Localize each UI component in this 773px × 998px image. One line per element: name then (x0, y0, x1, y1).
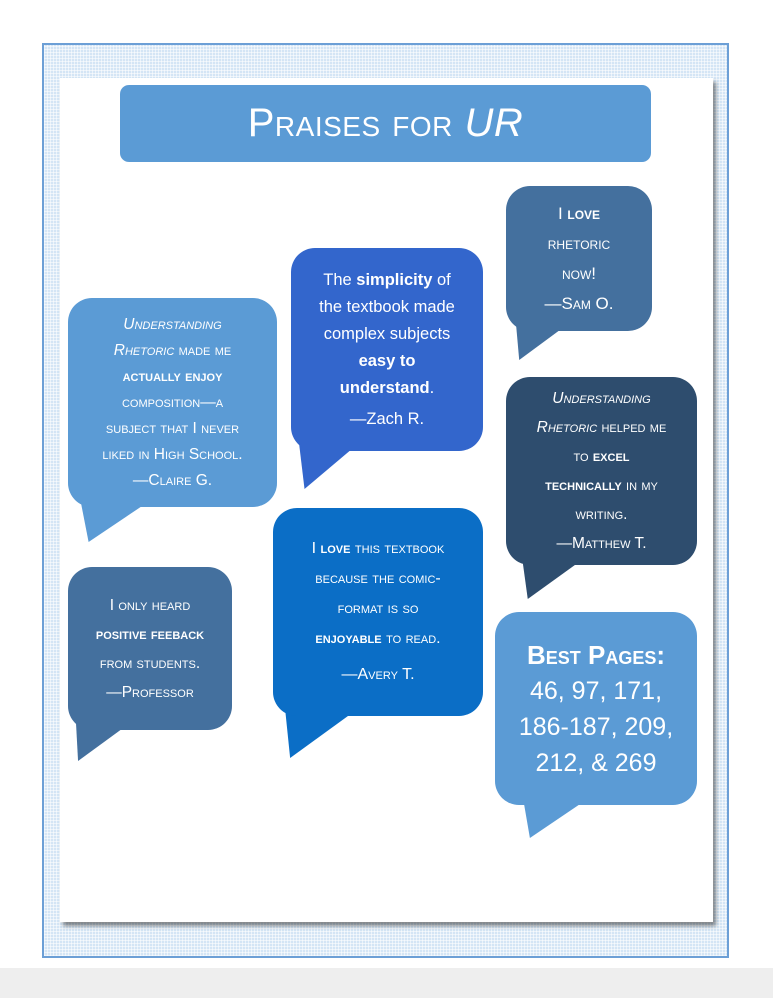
best-pages-heading: Best Pages: (526, 639, 666, 670)
quote-line: easy to (358, 351, 416, 370)
quote-body (506, 377, 697, 565)
quote-line: complex subjects (323, 324, 451, 343)
quote-body (68, 298, 277, 507)
quote-line: now! (561, 263, 597, 283)
quote-bubble-claire (68, 298, 277, 507)
quote-author: —Professor (106, 683, 194, 701)
quote-line: technically in my (545, 477, 658, 494)
quote-body (506, 186, 652, 331)
quote-line: I only heard (109, 596, 191, 614)
quote-line: from students. (99, 654, 201, 672)
quote-bubble-avery (273, 508, 483, 716)
quote-bubble-professor (68, 567, 232, 730)
quote-author: —Zach R. (349, 409, 425, 428)
quote-body (68, 567, 232, 730)
quote-author: —Claire G. (132, 471, 213, 489)
quote-author: —Matthew T. (556, 535, 647, 552)
quote-body (273, 508, 483, 716)
title-banner (120, 85, 651, 162)
best-pages-line: 46, 97, 171, (529, 676, 663, 705)
quote-line: rhetoric (547, 233, 611, 253)
quote-bubble-sam (506, 186, 652, 331)
quote-line: Rhetoric made me (113, 341, 232, 359)
quote-body (291, 248, 483, 451)
quote-line: writing. (575, 506, 628, 523)
quote-bubble-matthew (506, 377, 697, 565)
quote-line: subject that I never (105, 419, 240, 437)
best-pages-line: 186-187, 209, (518, 712, 674, 741)
quote-line: because the comic- (315, 570, 441, 587)
quote-line: I love (557, 203, 601, 223)
quote-bubble-zach (291, 248, 483, 451)
quote-line: composition—a (121, 393, 224, 411)
title-main: Praises for (247, 101, 465, 145)
quote-author: —Avery T. (341, 666, 415, 683)
quote-line: actually enjoy (122, 367, 223, 385)
quote-line: format is so (337, 600, 419, 617)
quote-line: liked in High School. (102, 445, 243, 463)
title-emphasis: UR (464, 101, 524, 145)
quote-line: the textbook made (319, 297, 455, 316)
page-title (248, 101, 524, 146)
best-pages-line: 212, & 269 (535, 748, 657, 777)
quote-line: enjoyable to read. (315, 630, 441, 647)
quote-author: —Sam O. (544, 293, 614, 313)
quote-line: to excel (573, 448, 630, 465)
quote-line: understand. (339, 378, 435, 397)
quote-line: The simplicity of (323, 270, 451, 289)
quote-line: Understanding (123, 315, 222, 333)
best-pages-body (495, 612, 697, 805)
quote-line: positive feeback (95, 625, 205, 643)
window-bottom-strip (0, 968, 773, 998)
quote-line: Understanding (552, 390, 651, 407)
best-pages-bubble (495, 612, 697, 805)
quote-line: I love this textbook (311, 540, 445, 557)
quote-line: Rhetoric helped me (536, 419, 667, 436)
